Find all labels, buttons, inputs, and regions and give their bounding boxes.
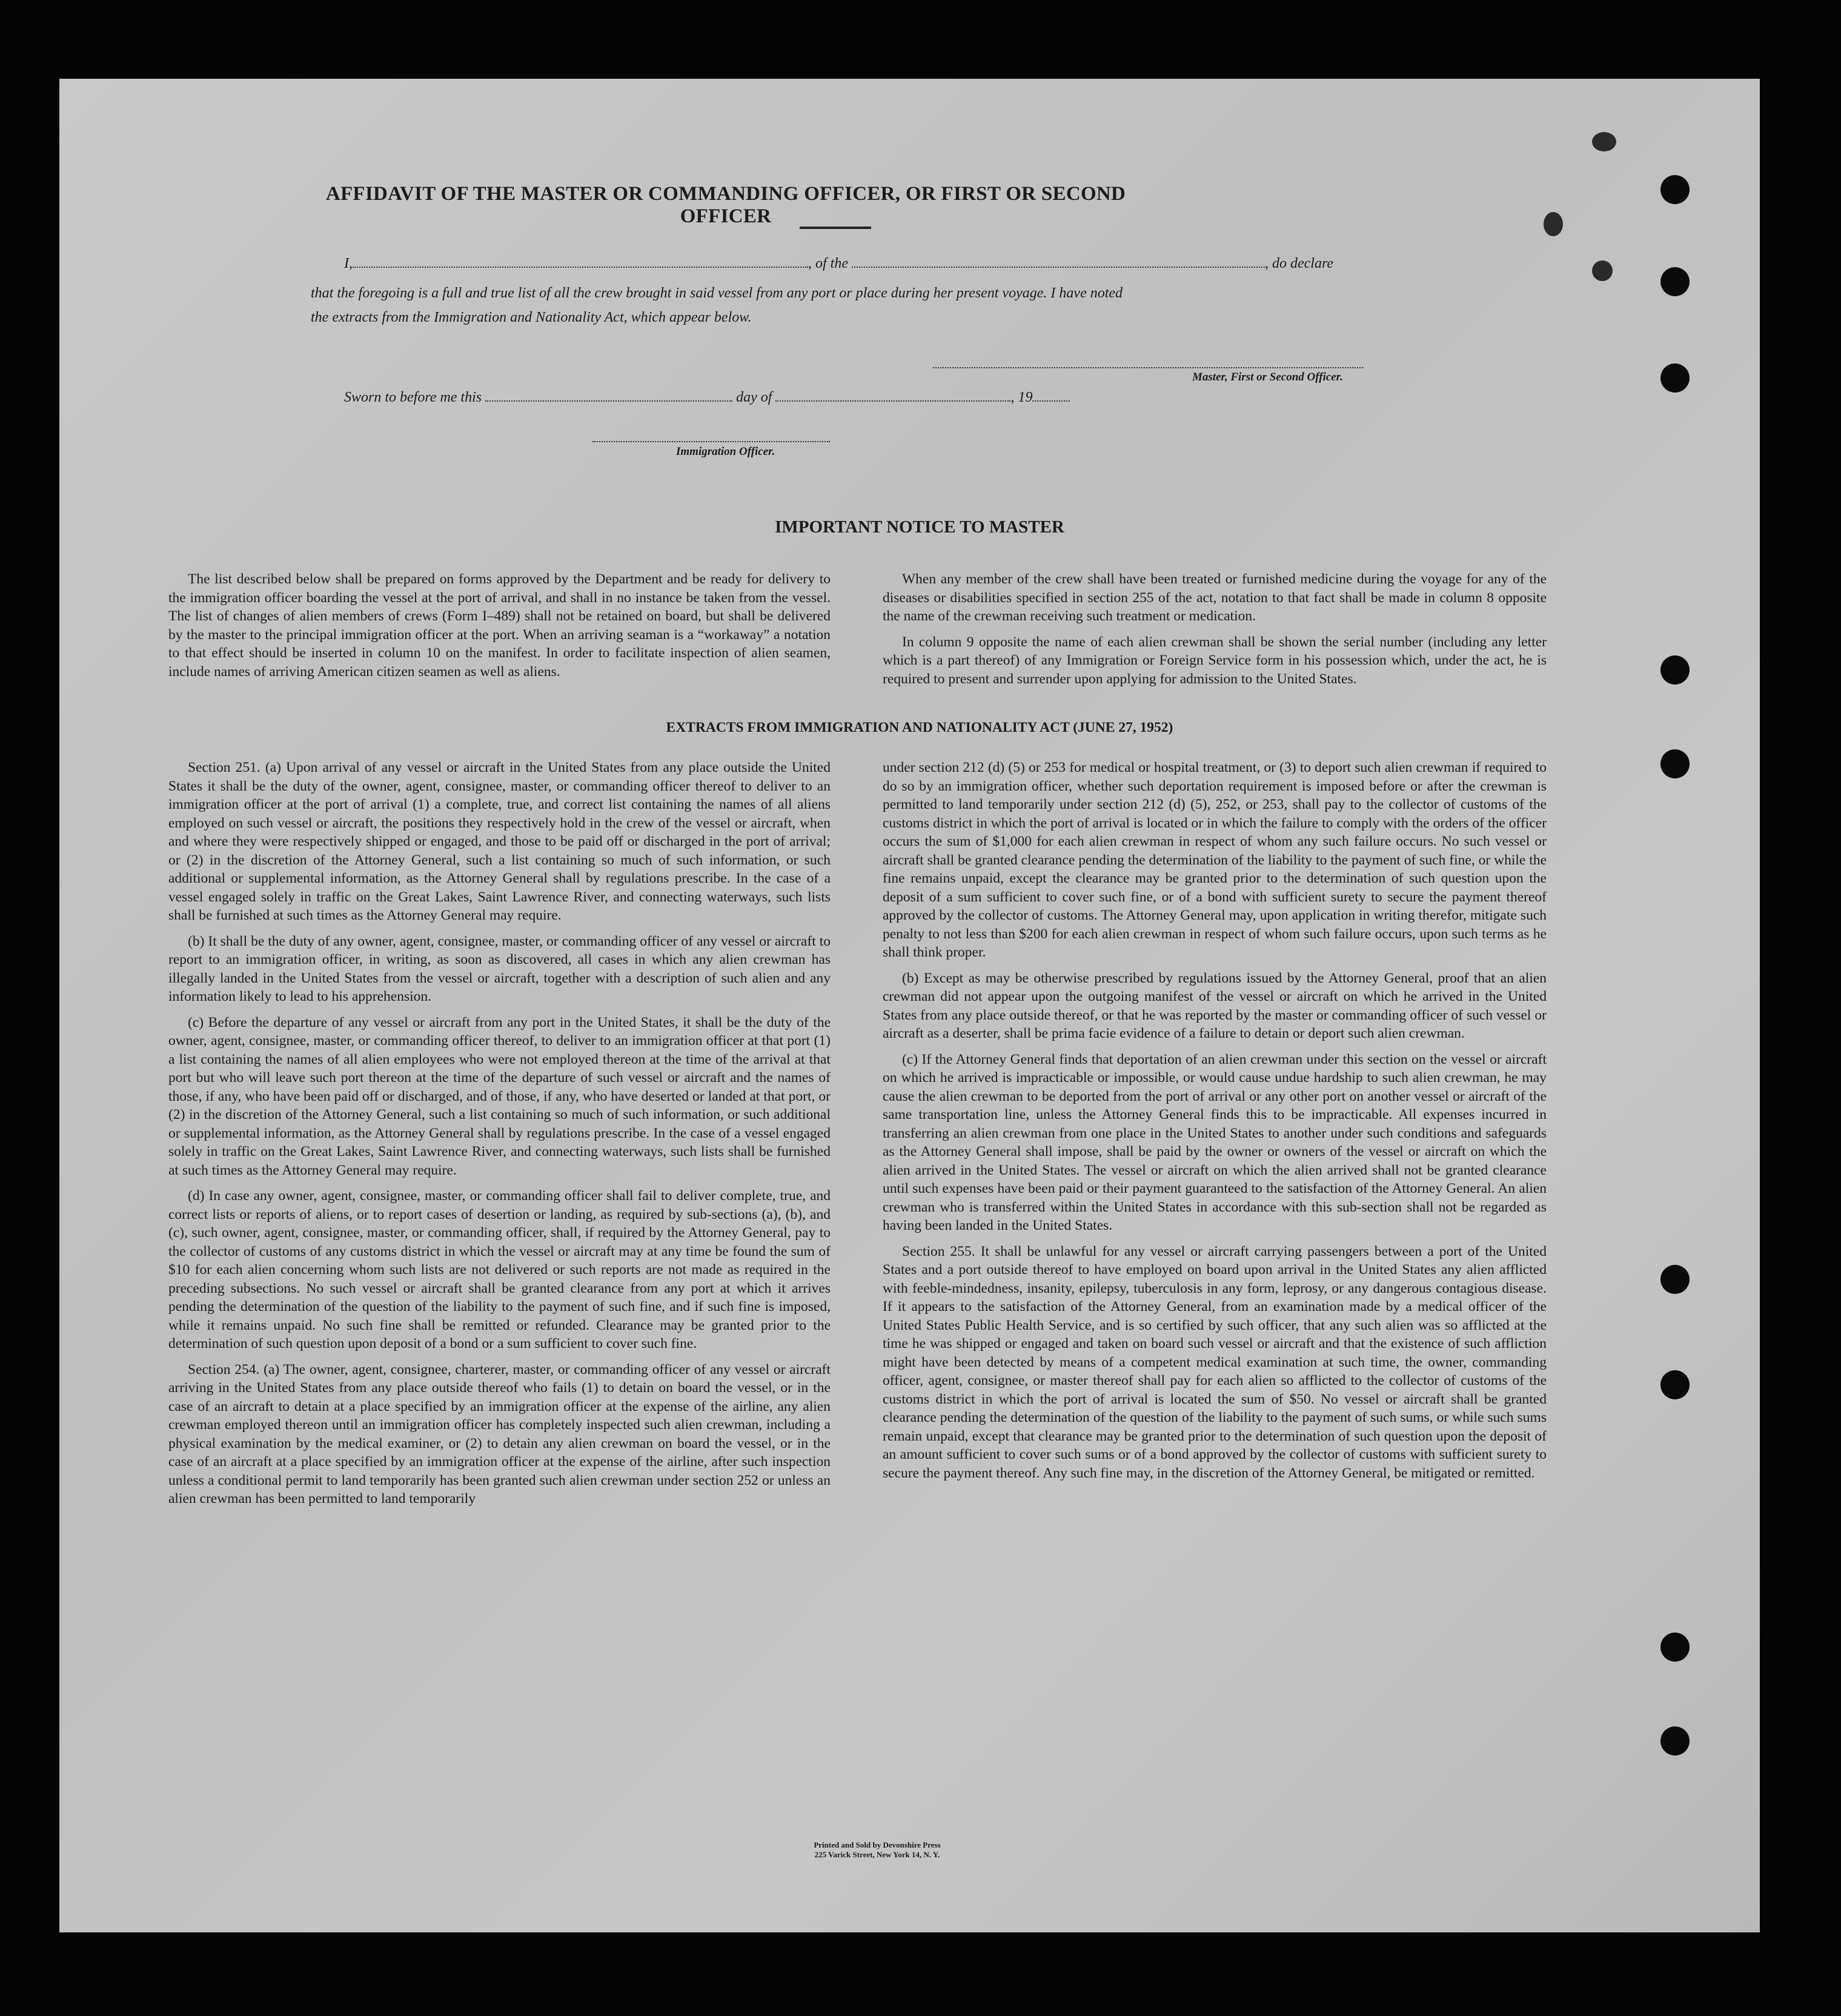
master-signature-line[interactable] — [933, 367, 1363, 368]
punch-hole — [1660, 175, 1690, 204]
act-paragraph: Section 251. (a) Upon arrival of any vessel or aircraft in the United States from any place outside the United States it shall be the duty of the owner, agent, consignee, master, or commanding officer thereof to deliver to an immigration officer at the port of arrival (1) a complete, true, and correct list containing the names of all aliens employed on such vessel or aircraft, the positions they respectively hold in the crew of the vessel or aircraft, when and where they were respectively shipped or engaged, and those to be paid off or discharged in the port of arrival; or (2) in the discretion of the Attorney General, such a list containing so much of such information, or such additional or supplemental information, as the Attorney General shall by regulations prescribe. In the case of a vessel engaged solely in traffic on the Great Lakes, Saint Lawrence River, and connecting waterways, such lists shall be furnished at such times as the Attorney General may require. — [168, 760, 831, 923]
act-paragraph: (b) It shall be the duty of any owner, agent, consignee, master, or commanding officer of any vessel or aircraft to report to an immigration officer, in writing, as soon as discovered, all cases in which any alien crewman has illegally landed in the United States from the vessel or aircraft, together with a description of such alien and any information likely to lead to his apprehension. — [168, 933, 831, 1004]
punch-hole — [1660, 1633, 1690, 1662]
affidavit-title: AFFIDAVIT OF THE MASTER OR COMMANDING OFFICER, OR FIRST OR SECOND OFFICER — [325, 183, 1126, 227]
notice-title: IMPORTANT NOTICE TO MASTER — [775, 517, 1064, 537]
extracts-title: EXTRACTS FROM IMMIGRATION AND NATIONALITY ACT (JUNE 27, 1952) — [666, 720, 1173, 735]
punch-hole — [1660, 267, 1690, 296]
master-caption: Master, First or Second Officer. — [1192, 371, 1343, 383]
year-prefix: , 19 — [1010, 390, 1033, 405]
sworn-month-field[interactable] — [775, 400, 1010, 402]
officer-caption: Immigration Officer. — [676, 445, 775, 458]
ink-blot — [1592, 132, 1616, 151]
printer-imprint — [756, 1840, 998, 1860]
declarant-name-field[interactable] — [353, 267, 808, 268]
day-of-label: day of — [736, 390, 772, 405]
of-the-label: , of the — [808, 256, 848, 271]
sworn-year-field[interactable] — [1032, 400, 1070, 402]
notice-right-column — [883, 570, 1547, 695]
notice-left-column — [168, 570, 831, 688]
officer-signature-line[interactable] — [592, 441, 830, 442]
sworn-day-field[interactable] — [485, 400, 732, 402]
act-paragraph: under section 212 (d) (5) or 253 for medical or hospital treatment, or (3) to deport such alien crewman if required to do so by an immigration officer, whether such deportation requirement is imposed before or after the crewman is permitted to land temporarily under section 212 (d) (5), 252, or 253, shall pay to the collector of customs of the customs district in which the port of arrival is located or in which the failure to comply with the orders of the officer occurs the sum of $1,000 for each alien crewman in respect of whom any such failure occurs. No such vessel or aircraft shall be granted clearance pending the determination of the liability to the payment of such fine, or while the fine remains unpaid, except the clearance may be granted prior to the determination of such question upon the deposit of a sum sufficient to cover such fine, or of a bond with sufficient surety to secure the payment thereof approved by the collector of customs. The Attorney General may, upon application in writing therefor, mitigate such penalty to not less than $200 for each alien crewman in respect of whom such failure occurs, upon such terms as he shall think proper. — [883, 760, 1547, 960]
title-rule — [800, 227, 871, 229]
punch-hole — [1660, 1370, 1690, 1399]
punch-hole — [1660, 655, 1690, 685]
act-paragraph: (c) If the Attorney General finds that deportation of an alien crewman under this section on the vessel or aircraft on which he arrived is impracticable or impossible, or would cause undue hardship to such alien crewman, he may cause the alien crewman to be deported from the port of arrival or any other port on another vessel or aircraft of the same transportation line, unless the Attorney General finds this to be impracticable. All expenses incurred in transferring an alien crewman from one place in the United States to another under such conditions and safeguards as the Attorney General shall impose, shall be paid by the owner or owners of the vessel or aircraft on which the alien arrived in the United States. The vessel or aircraft on which the alien arrived shall not be granted clearance until such expenses have been paid or their payment guaranteed to the satisfaction of the Attorney General. An alien crewman who is transferred within the United States in accordance with this sub-section shall not be regarded as having been landed in the United States. — [883, 1051, 1547, 1233]
declare-label: , do declare — [1265, 256, 1334, 271]
act-paragraph: (b) Except as may be otherwise prescribed by regulations issued by the Attorney General, proof that an alien crewman did not appear upon the outgoing manifest of the vessel or aircraft on which he arrived in the United States from any place outside thereof, or that he was reported by the master or commanding officer of such vessel or aircraft as a deserter, shall be prima facie evidence of a failure to detain or deport such alien crewman. — [883, 970, 1547, 1041]
ink-blot — [1544, 212, 1563, 236]
declaration-line-2: that the foregoing is a full and true list of all the crew brought in said vessel from any port or place during her present voyage. I have noted — [311, 285, 1123, 301]
notice-paragraph: The list described below shall be prepared on forms approved by the Department and be ready for delivery to the immigration officer boarding the vessel at the port of arrival, and shall in no instance be taken from the vessel. The list of changes of alien members of crews (Form I–489) shall not be retained on board, but shall be delivered by the master to the principal immigration officer at the port. When an arriving seaman is a “workaway” a notation to that effect should be inserted in column 10 on the manifest. In order to facilitate inspection of alien seamen, include names of arriving American citizen seamen as well as aliens. — [168, 571, 831, 680]
punch-hole — [1660, 749, 1690, 778]
declaration-line-1 — [344, 256, 1333, 272]
act-paragraph: (c) Before the departure of any vessel or aircraft from any port in the United States, it shall be the duty of the owner, agent, consignee, master, or commanding officer thereof, to deliver to an immigration officer at that port (1) a list containing the names of all alien employees who were not employed thereon at the time of the arrival at that port but who will leave such port thereon at the time of the departure of such vessel or aircraft and the names of those, if any, who have been paid off or discharged, and of those, if any, who have deserted or landed at that port, or (2) in the discretion of the Attorney General, such a list containing so much of such information, or such additional or supplemental information, as the Attorney General shall by regulations prescribe. In the case of a vessel engaged solely in traffic on the Great Lakes, Saint Lawrence River, and connecting waterways, such lists shall be furnished at such times as the Attorney General may require. — [168, 1014, 831, 1178]
sworn-line — [344, 390, 1070, 406]
declaration-line-3: the extracts from the Immigration and Nationality Act, which appear below. — [311, 310, 752, 325]
extracts-right-column — [883, 758, 1547, 1490]
punch-hole — [1660, 1726, 1690, 1756]
printer-line-2: 225 Varick Street, New York 14, N. Y. — [814, 1850, 940, 1859]
notice-paragraph: In column 9 opposite the name of each alien crewman shall be shown the serial number (including any letter which is a part thereof) of any Immigration or Foreign Service form in his possession which, under the act, he is required to present and surrender upon applying for admission to the United States. — [883, 634, 1547, 687]
act-paragraph: (d) In case any owner, agent, consignee, master, or commanding officer shall fail to deliver complete, true, and correct lists or reports of aliens, or to report cases of desertion or landing, as required by sub-sections (a), (b), and (c), such owner, agent, consignee, master, or commanding officer, shall, if required by the Attorney General, pay to the collector of customs of any customs district in which the vessel or aircraft may at any time be found the sum of $10 for each alien concerning whom such lists are not delivered or such reports are not made as required in the preceding subsections. No such vessel or aircraft shall be granted clearance from any port at which it arrives pending the determination of the question of the liability to the payment of such fine, and if such fine is imposed, while it remains unpaid. No such fine shall be remitted or refunded. Clearance may be granted prior to the determination of such question upon deposit of a bond or a sum sufficient to cover such fine. — [168, 1188, 831, 1351]
punch-hole — [1660, 1265, 1690, 1294]
extracts-left-column — [168, 758, 831, 1516]
notice-paragraph: When any member of the crew shall have been treated or furnished medicine during the voyage for any of the diseases or disabilities specified in section 255 of the act, notation to that fact shall be made in column 8 opposite the name of the crewman receiving such treatment or medication. — [883, 571, 1547, 624]
punch-hole — [1660, 363, 1690, 393]
act-paragraph: Section 255. It shall be unlawful for any vessel or aircraft carrying passengers between a port of the United States and a port outside thereof to have employed on board upon arrival in the United States any alien afflicted with feeble-mindedness, insanity, epilepsy, tuberculosis in any form, leprosy, or any dangerous contagious disease. If it appears to the satisfaction of the Attorney General, from an examination made by a medical officer of the United States Public Health Service, and is so certified by such officer, that any such alien was so afflicted at the time he was shipped or engaged and taken on board such vessel or aircraft and that the existence of such affliction might have been detected by means of a competent medical examination at such time, the owner, commanding officer, agent, consignee, or master thereof shall pay for each alien so afflicted to the collector of customs of the customs district in which the port of arrival is located the sum of $50. No vessel or aircraft shall be granted clearance pending the determination of the question of the liability to the payment of such sums, or while such sums remain unpaid, except that clearance may be granted prior to the determination of such question upon the deposit of an amount sufficient to cover such sums or of a bond approved by the collector of customs with sufficient surety to secure the payment thereof. Any such fine may, in the discretion of the Attorney General, be mitigated or remitted. — [883, 1243, 1547, 1481]
declarant-prefix: I, — [344, 256, 353, 271]
sworn-label: Sworn to before me this — [344, 390, 482, 405]
act-paragraph: Section 254. (a) The owner, agent, consignee, charterer, master, or commanding officer of any vessel or aircraft arriving in the United States from any place outside thereof who fails (1) to detain on board the vessel, or in the case of an aircraft to detain at a place specified by an immigration officer at the expense of the airline, any alien crewman employed thereon until an immigration officer has completely inspected such alien crewman, including a physical examination by the medical examiner, or (2) to detain any alien crewman on board the vessel, or in the case of an aircraft at a place specified by an immigration officer at the expense of the airline, after such inspection unless a conditional permit to land temporarily has been granted such alien crewman under section 252 or unless an alien crewman has been permitted to land temporarily — [168, 1361, 831, 1507]
form-page — [59, 79, 1760, 1932]
printer-line-1: Printed and Sold by Devonshire Press — [814, 1840, 941, 1849]
vessel-name-field[interactable] — [852, 267, 1265, 268]
ink-blot — [1592, 260, 1613, 281]
